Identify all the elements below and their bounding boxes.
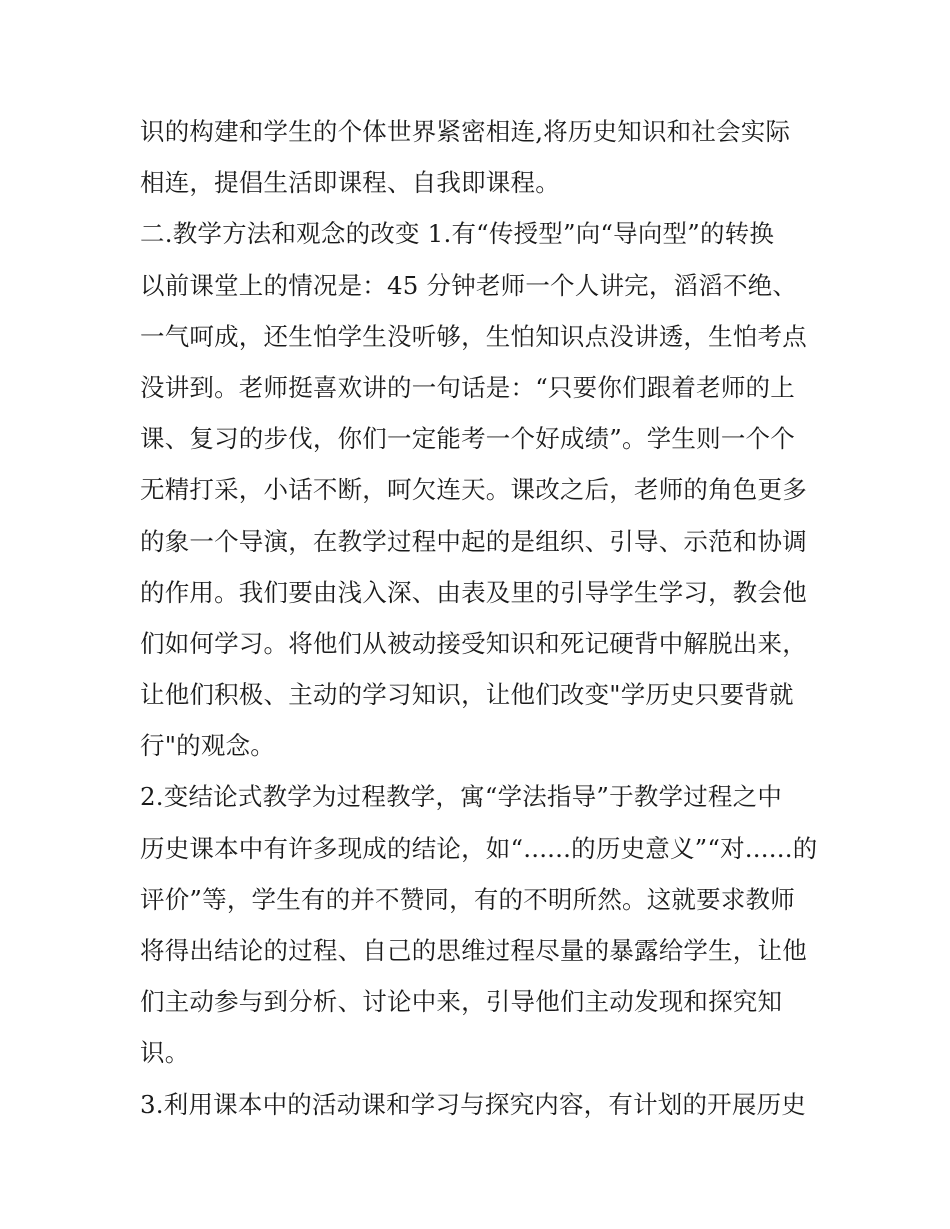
subsection-heading: 2.变结论式教学为过程教学，寓“学法指导”于教学过程之中 [140, 782, 783, 812]
body-text [140, 106, 820, 1130]
subsection-heading: 3.利用课本中的活动课和学习与探究内容，有计划的开展历史 [140, 1089, 806, 1119]
text-line: 相连，提倡生活即课程、自我即课程。 [140, 168, 560, 198]
text-line: 让他们积极、主动的学习知识，让他们改变"学历史只要背就 [140, 680, 794, 710]
text-line: 的作用。我们要由浅入深、由表及里的引导学生学习，教会他 [140, 577, 807, 607]
text-line: 的象一个导演，在教学过程中起的是组织、引导、示范和协调 [140, 526, 807, 556]
text-line: 行"的观念。 [140, 731, 275, 761]
text-line: 无精打采，小话不断，呵欠连天。课改之后，老师的角色更多 [140, 475, 807, 505]
text-line: 识的构建和学生的个体世界紧密相连,将历史知识和社会实际 [140, 117, 791, 146]
text-line: 评价”等，学生有的并不赞同，有的不明所然。这就要求教师 [140, 884, 795, 914]
text-line: 课、复习的步伐，你们一定能考一个好成绩”。学生则一个个 [140, 424, 795, 454]
text-line: 将得出结论的过程、自己的思维过程尽量的暴露给学生，让他 [140, 936, 807, 965]
section-heading: 二.教学方法和观念的改变 1.有“传授型”向“导向型”的转换 [140, 219, 775, 249]
text-line: 识。 [140, 1038, 190, 1068]
text-line: 历史课本中有许多现成的结论，如“......的历史意义”“对......的 [140, 833, 818, 863]
text-line: 们如何学习。将他们从被动接受知识和死记硬背中解脱出来， [140, 628, 807, 658]
text-line: 一气呵成，还生怕学生没听够，生怕知识点没讲透，生怕考点 [140, 321, 807, 351]
text-line: 们主动参与到分析、讨论中来，引导他们主动发现和探究知 [140, 987, 783, 1017]
text-line: 以前课堂上的情况是：45 分钟老师一个人讲完，滔滔不绝、 [140, 270, 798, 300]
text-line: 没讲到。老师挺喜欢讲的一句话是：“只要你们跟着老师的上 [140, 372, 795, 402]
